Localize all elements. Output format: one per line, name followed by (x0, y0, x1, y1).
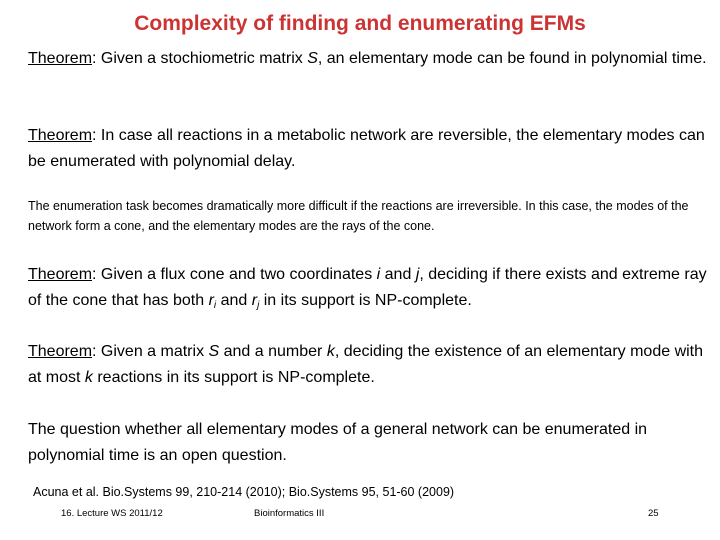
ray-r-i: r (208, 292, 214, 309)
footer-page-number: 25 (648, 508, 659, 519)
slide-title: Complexity of finding and enumerating EFMs (134, 12, 586, 35)
theorem-label: Theorem (28, 127, 93, 144)
theorem-1 (28, 46, 708, 72)
number-k-2: k (84, 369, 93, 386)
footer-lecture: 16. Lecture WS 2011/12 (61, 508, 163, 519)
theorem-3-and: and (380, 266, 416, 283)
ray-r-j: r (251, 292, 258, 309)
open-question: The question whether all elementary modes of a general network can be enumerated in polynomial time is an open question. (28, 421, 648, 464)
theorem-4 (28, 339, 708, 391)
theorem-4-text: : Given a matrix (92, 343, 209, 360)
theorem-4-text-2: and a number (219, 343, 327, 360)
coordinate-i: i (376, 266, 381, 283)
theorem-4-text-3: , deciding the existence of an elementary mode with at most (28, 343, 704, 386)
theorem-3-text-end: in its support is NP-complete. (259, 292, 472, 309)
matrix-symbol: S (208, 343, 220, 360)
theorem-label: Theorem (28, 266, 93, 283)
theorem-2-text: : In case all reactions in a metabolic network are reversible, the elementary modes can be enumerated with polynomial delay. (28, 127, 705, 170)
theorem-1-matrix-symbol: S (307, 50, 318, 67)
theorem-3 (28, 262, 708, 314)
theorem-label: Theorem (28, 343, 93, 360)
theorem-4-text-end: reactions in its support is NP-complete. (92, 369, 375, 386)
reference: Acuna et al. Bio.Systems 99, 210-214 (2010); Bio.Systems 95, 51-60 (2009) (33, 485, 455, 499)
footer-course: Bioinformatics III (254, 508, 325, 519)
irreversibility-note: The enumeration task becomes dramatically more difficult if the reactions are irreversible. In this case, the modes of the network form a cone, and the elementary modes are the rays of the cone. (28, 199, 689, 233)
subscript-i: i (213, 300, 217, 311)
theorem-1-text: : Given a stochiometric matrix (92, 50, 308, 67)
theorem-1-text-end: , an elementary mode can be found in polynomial time. (317, 50, 707, 67)
theorem-3-text: : Given a flux cone and two coordinates (92, 266, 377, 283)
coordinate-j: j (415, 266, 420, 283)
theorem-3-text-mid: , deciding if there exists and extreme ray of the cone that has both (28, 266, 707, 309)
theorem-2 (28, 123, 708, 175)
number-k: k (326, 343, 335, 360)
subscript-j: j (257, 300, 260, 311)
theorem-label: Theorem (28, 50, 93, 67)
theorem-3-and-2: and (216, 292, 252, 309)
